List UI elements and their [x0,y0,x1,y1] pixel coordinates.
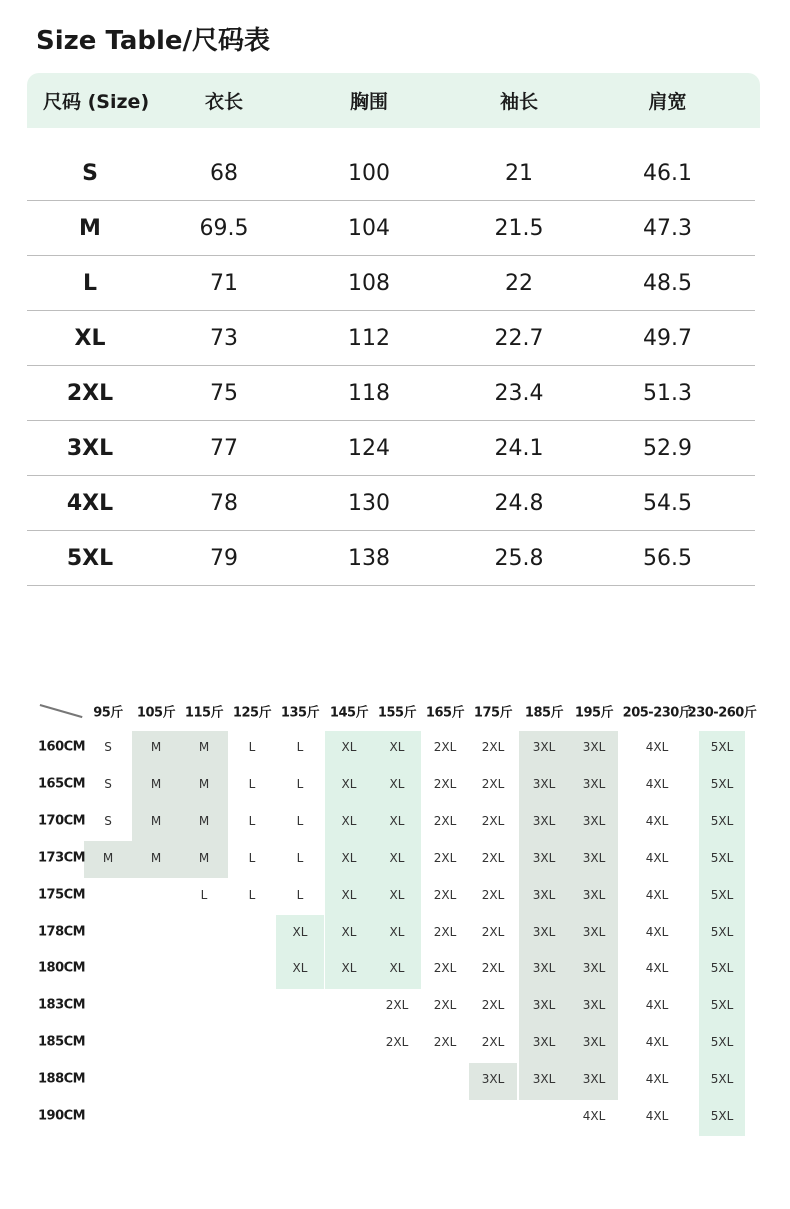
size-label: L [82,270,98,296]
fit-cell: 2XL [433,998,457,1013]
fit-cell: M [198,776,210,791]
size-label: M [79,215,101,241]
table-cell: 47.3 [643,215,692,241]
fit-cell: XL [341,924,357,939]
highlight-region [325,731,421,989]
fit-cell: 2XL [481,887,505,902]
fit-cell: 5XL [710,998,734,1013]
fit-cell: XL [389,961,405,976]
table-cell: 54.5 [643,490,692,516]
table-row [27,311,755,366]
fit-cell: 3XL [532,740,556,754]
corner-diagonal [40,704,83,718]
table-cell: 21 [505,160,533,186]
table-cell: 68 [210,160,238,186]
height-label: 190CM [38,1108,86,1124]
fit-cell: 2XL [433,924,457,939]
table-cell: 56.5 [643,545,692,571]
fit-cell: XL [341,740,357,754]
weight-header: 115斤 [184,705,224,721]
height-label: 175CM [38,887,86,903]
fit-cell: M [198,850,210,865]
table-cell: 73 [210,325,238,351]
highlight-region [132,731,228,879]
weight-header: 135斤 [280,705,320,721]
fit-cell: 2XL [481,924,505,939]
fit-cell: L [296,740,304,754]
weight-header: 185斤 [524,705,564,721]
fit-cell: XL [341,776,357,791]
table-cell: 78 [210,490,238,516]
fit-cell: 5XL [710,813,734,828]
table-cell: 25.8 [494,545,544,571]
fit-cell: 2XL [433,850,457,865]
size-label: 5XL [66,545,114,571]
weight-header: 145斤 [329,705,369,721]
size-table-body [27,146,760,586]
fit-cell: 3XL [582,924,606,939]
fit-cell: 5XL [710,1072,734,1087]
table-row [27,201,755,256]
fit-cell: XL [341,850,357,865]
table-cell: 22.7 [494,325,544,351]
table-cell: 124 [348,435,390,461]
fit-cell: L [296,887,304,902]
size-label: S [82,160,98,186]
page-title: Size Table/尺码表 [36,26,271,56]
fit-cell: XL [389,850,405,865]
fit-chart [0,690,790,1150]
fit-cell: XL [389,776,405,791]
table-cell: 52.9 [643,435,692,461]
fit-cell: M [150,850,162,865]
fit-cell: L [248,813,256,828]
fit-cell: 5XL [710,961,734,976]
fit-cell: 2XL [481,776,505,791]
fit-cell: 4XL [645,813,669,828]
size-label: 3XL [66,435,114,461]
fit-cell: XL [341,813,357,828]
height-label: 188CM [38,1071,86,1087]
fit-cell: 2XL [481,1035,505,1050]
table-cell: 24.8 [494,490,544,516]
fit-cell: 5XL [710,1035,734,1050]
table-cell: 112 [348,325,390,351]
fit-cell: S [104,776,112,791]
fit-cell: 4XL [645,740,669,754]
fit-cell: 3XL [582,887,606,902]
weight-header: 205-230斤 [622,705,692,721]
weight-header: 195斤 [574,705,614,721]
fit-cell: L [296,850,304,865]
fit-cell: 3XL [532,1035,556,1050]
header-length: 衣长 [204,91,243,113]
fit-cell: 3XL [532,998,556,1013]
table-cell: 130 [348,490,390,516]
fit-cell: 3XL [582,776,606,791]
fit-cell: 4XL [645,850,669,865]
height-label: 178CM [38,924,86,939]
table-row [27,476,755,531]
table-cell: 69.5 [199,215,249,241]
fit-cell: S [104,813,112,828]
table-row [27,531,755,586]
fit-cell: 2XL [433,961,457,976]
weight-header: 175斤 [473,705,513,721]
header-shoulder: 肩宽 [648,91,687,113]
fit-cell: L [248,887,256,902]
fit-cell: 2XL [385,1035,409,1050]
fit-cell: 4XL [645,961,669,976]
fit-cell: 2XL [385,998,409,1013]
fit-cell: 3XL [582,998,606,1013]
fit-cell: 2XL [433,740,457,754]
fit-cell: XL [341,961,357,976]
fit-cell: 5XL [710,850,734,865]
table-cell: 104 [348,215,390,241]
fit-cell: 2XL [481,813,505,828]
fit-cell: 4XL [645,776,669,791]
fit-cell: M [150,776,162,791]
fit-cell: M [198,813,210,828]
fit-cell: 2XL [433,1035,457,1050]
fit-cell: 4XL [645,924,669,939]
fit-cell: 3XL [532,776,556,791]
fit-cell: 4XL [582,1109,606,1123]
table-row [27,146,755,201]
fit-cell: 2XL [433,813,457,828]
fit-cell: 5XL [710,924,734,939]
fit-cell: L [248,850,256,865]
table-cell: 71 [210,270,238,296]
table-cell: 79 [210,545,238,571]
fit-cell: 4XL [645,1109,669,1123]
fit-cell: 3XL [532,887,556,902]
table-cell: 46.1 [643,160,692,186]
table-cell: 100 [348,160,390,186]
fit-cell: XL [292,924,308,939]
fit-cell: 3XL [582,740,606,754]
header-sleeve: 袖长 [499,91,538,113]
fit-cell: 2XL [481,998,505,1013]
weight-header: 125斤 [232,705,272,721]
table-cell: 138 [348,545,390,571]
fit-cell: XL [292,961,308,976]
fit-cell: M [150,740,162,754]
header-size: 尺码 (Size) [43,91,150,113]
fit-cell: XL [389,813,405,828]
fit-cell: 4XL [645,1035,669,1050]
height-label: 160CM [38,739,86,755]
fit-cell: 5XL [710,887,734,902]
size-table-header [27,73,760,128]
table-cell: 23.4 [494,380,544,406]
fit-cell: 3XL [582,850,606,865]
table-cell: 77 [210,435,238,461]
fit-cell: 5XL [710,740,734,754]
fit-cell: 3XL [582,1035,606,1050]
fit-cell: M [150,813,162,828]
fit-cell: 2XL [481,961,505,976]
size-label: XL [74,325,106,351]
fit-cell: L [248,740,256,754]
table-cell: 21.5 [494,215,544,241]
weight-header: 155斤 [377,705,417,721]
height-label: 180CM [38,960,86,976]
fit-cell: 2XL [481,850,505,865]
fit-cell: 3XL [532,924,556,939]
fit-cell: 2XL [433,776,457,791]
header-chest: 胸围 [349,91,388,113]
fit-cell: XL [389,740,405,754]
table-cell: 75 [210,380,238,406]
weight-header: 230-260斤 [687,705,757,721]
height-label: 170CM [38,813,86,829]
height-label: 183CM [38,997,86,1013]
fit-cell: 2XL [481,740,505,754]
fit-cell: 3XL [532,813,556,828]
table-cell: 49.7 [643,325,692,351]
table-cell: 118 [348,380,390,406]
table-row [27,256,755,311]
weight-header: 165斤 [425,705,465,721]
size-label: 2XL [66,380,114,406]
fit-cell: 4XL [645,887,669,902]
fit-cell: L [200,887,208,902]
weight-header: 105斤 [136,705,176,721]
fit-cell: 3XL [532,1072,556,1087]
fit-cell: L [248,776,256,791]
height-label: 173CM [38,850,86,866]
fit-cell: 2XL [433,887,457,902]
fit-cell: 3XL [582,813,606,828]
fit-cell: 4XL [645,998,669,1013]
fit-cell: XL [389,924,405,939]
table-cell: 48.5 [643,270,692,296]
table-row [27,421,755,476]
height-label: 165CM [38,776,86,792]
fit-cell: 3XL [532,961,556,976]
fit-cell: L [296,813,304,828]
table-cell: 108 [348,270,390,296]
fit-cell: 3XL [481,1072,505,1087]
fit-cell: 3XL [582,961,606,976]
fit-cell: 5XL [710,776,734,791]
table-cell: 22 [505,270,533,296]
fit-cell: 5XL [710,1109,734,1123]
fit-cell: M [102,850,114,865]
size-table [27,73,760,586]
fit-cell: S [104,740,112,754]
fit-cell: M [198,740,210,754]
fit-cell: XL [341,887,357,902]
size-label: 4XL [66,490,114,516]
fit-cell: 4XL [645,1072,669,1087]
fit-cell: 3XL [532,850,556,865]
table-row [27,366,755,421]
fit-cell: 3XL [582,1072,606,1087]
fit-cell: XL [389,887,405,902]
height-label: 185CM [38,1034,86,1050]
table-cell: 24.1 [494,435,544,461]
table-cell: 51.3 [643,380,692,406]
fit-cell: L [296,776,304,791]
weight-header: 95斤 [93,705,123,721]
